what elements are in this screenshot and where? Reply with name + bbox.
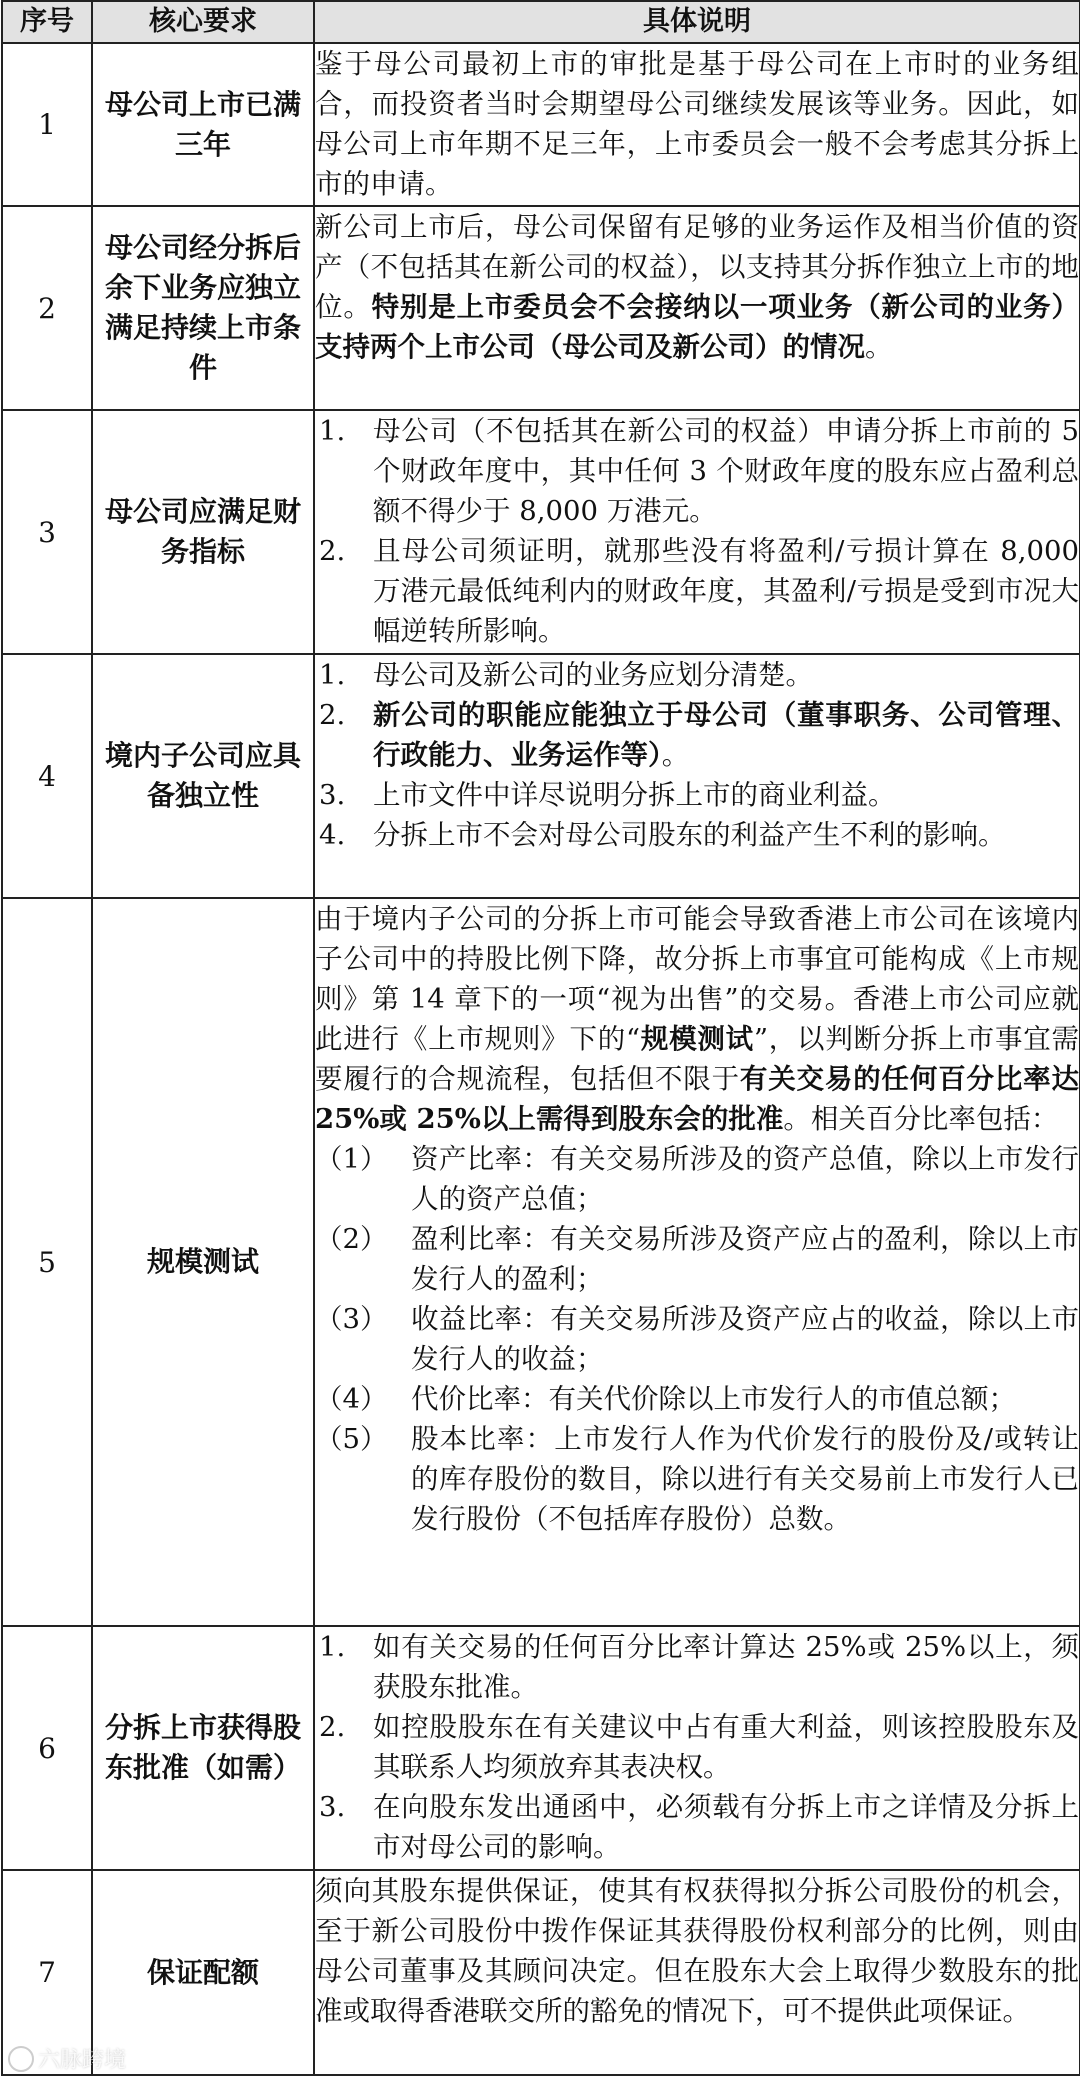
ratio-item-text: 代价比率：有关代价除以上市发行人的市值总额； [411, 1383, 1016, 1415]
ratio-item [315, 1379, 1079, 1419]
list-item-text [373, 1627, 1079, 1707]
ratio-item-number: （2） [315, 1223, 388, 1255]
paragraph [315, 44, 1079, 204]
list-item-number: 2. [319, 1711, 346, 1743]
text-run: 须向其股东提供保证，使其有权获得拟分拆公司股份的机会，至于新公司股份中拨作保证其获得股份权利部分的比例，则由母公司董事及其顾问决定。但在股东大会上取得少数股东的批准或取得香港联交所的豁免的情况下，可不提供此项保证。 [315, 1875, 1079, 2027]
list-item [315, 531, 1079, 651]
requirement-details [314, 206, 1080, 410]
row-number: 2 [2, 206, 92, 410]
list-item-number: 1. [319, 415, 346, 447]
text-run: 如控股股东在有关建议中占有重大利益，则该控股股东及其联系人均须放弃其表决权。 [373, 1711, 1079, 1783]
list-item [315, 655, 1079, 695]
text-run: 上市文件中详尽说明分拆上市的商业利益。 [373, 779, 896, 811]
core-requirement: 规模测试 [92, 898, 314, 1626]
list-item-text [373, 775, 1079, 815]
table-row [2, 206, 1080, 410]
ratio-item [315, 1419, 1079, 1539]
requirement-details [314, 410, 1080, 654]
row-number: 6 [2, 1626, 92, 1870]
core-requirement: 母公司应满足财务指标 [92, 410, 314, 654]
ratio-item-number: （3） [315, 1303, 388, 1335]
list-item-text [373, 815, 1079, 855]
list-item-number: 2. [319, 535, 346, 567]
ratio-item-number: （1） [315, 1143, 388, 1175]
ratio-item-text: 资产比率：有关交易所涉及的资产总值，除以上市发行人的资产总值； [411, 1143, 1079, 1215]
requirement-details [314, 43, 1080, 206]
core-requirement: 境内子公司应具备独立性 [92, 654, 314, 898]
list-item [315, 411, 1079, 531]
table-row [2, 410, 1080, 654]
row-number: 4 [2, 654, 92, 898]
text-run: ”，以判断分拆上市事宜需要履行的合规流程，包括但不限于 [315, 1023, 1079, 1095]
list-item [315, 695, 1079, 775]
header-details: 具体说明 [314, 1, 1080, 43]
list-item-text [373, 1707, 1079, 1787]
paragraph [315, 207, 1079, 367]
header-core-requirement: 核心要求 [92, 1, 314, 43]
list-item-text [373, 655, 1079, 695]
watermark-text: 六脉跨境 [38, 2048, 127, 2073]
bold-text: 新公司的职能应能独立于母公司（董事职务、公司管理、行政能力、业务运作等） [373, 699, 1079, 771]
core-requirement: 母公司上市已满三年 [92, 43, 314, 206]
list-item [315, 1707, 1079, 1787]
table-row [2, 654, 1080, 898]
text-run: 。 [661, 739, 690, 771]
text-run: 在向股东发出通函中，必须载有分拆上市之详情及分拆上市对母公司的影响。 [373, 1791, 1079, 1863]
text-run: 。 [865, 331, 893, 363]
list-item [315, 1627, 1079, 1707]
ratio-item-text: 股本比率：上市发行人作为代价发行的股份及/或转让的库存股份的数目，除以进行有关交易前上市发行人已发行股份（不包括库存股份）总数。 [411, 1423, 1079, 1535]
list-item [315, 775, 1079, 815]
row-number: 3 [2, 410, 92, 654]
text-run: 新公司上市后，母公司保留有足够的业务运作及相当价值的资产（不包括其在新公司的权益），以支持其分拆作独立上市的地位。 [315, 211, 1079, 323]
text-run: 母公司（不包括其在新公司的权益）申请分拆上市前的 5 个财政年度中，其中任何 3 个财政年度的股东应占盈利总额不得少于 8,000 万港元。 [373, 415, 1079, 527]
text-run: 如有关交易的任何百分比率计算达 25%或 25%以上，须获股东批准。 [373, 1631, 1079, 1703]
text-run: 由于境内子公司的分拆上市可能会导致香港上市公司在该境内子公司中的持股比例下降，故分拆上市事宜可能构成《上市规则》第 14 章下的一项“视为出售”的交易。香港上市公司应就此进行《上市规则》下的“ [315, 903, 1079, 1055]
text-run: 鉴于母公司最初上市的审批是基于母公司在上市时的业务组合，而投资者当时会期望母公司继续发展该等业务。因此，如母公司上市年期不足三年，上市委员会一般不会考虑其分拆上市的申请。 [315, 48, 1079, 200]
core-requirement: 分拆上市获得股东批准（如需） [92, 1626, 314, 1870]
table-row [2, 898, 1080, 1626]
text-run: 母公司及新公司的业务应划分清楚。 [373, 659, 813, 691]
ratio-item-text: 收益比率：有关交易所涉及资产应占的收益，除以上市发行人的收益； [411, 1303, 1079, 1375]
paragraph [315, 899, 1079, 1139]
text-run: 分拆上市不会对母公司股东的利益产生不利的影响。 [373, 819, 1006, 851]
bold-text: 特别是上市委员会不会接纳以一项业务（新公司的业务）支持两个上市公司（母公司及新公司）的情况 [315, 291, 1080, 363]
list-item-number: 1. [319, 1631, 346, 1663]
table-row [2, 43, 1080, 206]
list-item [315, 1787, 1079, 1867]
table-header-row [2, 1, 1080, 43]
core-requirement: 保证配额 [92, 1870, 314, 2075]
row-number: 1 [2, 43, 92, 206]
ratio-item [315, 1139, 1079, 1219]
requirements-table [1, 0, 1080, 2076]
requirement-details [314, 1626, 1080, 1870]
ratio-item-number: （5） [315, 1423, 388, 1455]
list-item-text [373, 695, 1079, 775]
paragraph [315, 1871, 1079, 2031]
list-item-number: 2. [319, 699, 346, 731]
ratio-item [315, 1299, 1079, 1379]
text-run: 。相关百分比率包括： [783, 1103, 1059, 1135]
table-row [2, 1626, 1080, 1870]
requirement-details [314, 654, 1080, 898]
list-item-number: 1. [319, 659, 346, 691]
header-serial: 序号 [2, 1, 92, 43]
list-item-text [373, 531, 1079, 651]
list-item-number: 4. [319, 819, 346, 851]
requirement-details [314, 898, 1080, 1626]
table-row [2, 1870, 1080, 2075]
bold-text: 有关交易的任何百分比率达 25%或 25%以上需得到股东会的批准 [315, 1063, 1080, 1135]
list-item-text [373, 1787, 1079, 1867]
list-item-number: 3. [319, 1791, 346, 1823]
ratio-item-text: 盈利比率：有关交易所涉及资产应占的盈利，除以上市发行人的盈利； [411, 1223, 1079, 1295]
ratio-item-number: （4） [315, 1383, 388, 1415]
bold-text: 规模测试 [640, 1023, 754, 1055]
watermark [8, 2043, 126, 2074]
list-item-number: 3. [319, 779, 346, 811]
requirement-details [314, 1870, 1080, 2075]
list-item-text [373, 411, 1079, 531]
list-item [315, 815, 1079, 855]
text-run: 且母公司须证明，就那些没有将盈利/亏损计算在 8,000 万港元最低纯利内的财政年度，其盈利/亏损是受到市况大幅逆转所影响。 [373, 535, 1079, 647]
ratio-item [315, 1219, 1079, 1299]
row-number: 5 [2, 898, 92, 1626]
row-number: 7 [2, 1870, 92, 2075]
core-requirement: 母公司经分拆后余下业务应独立满足持续上市条件 [92, 206, 314, 410]
logo-icon [8, 2046, 34, 2072]
